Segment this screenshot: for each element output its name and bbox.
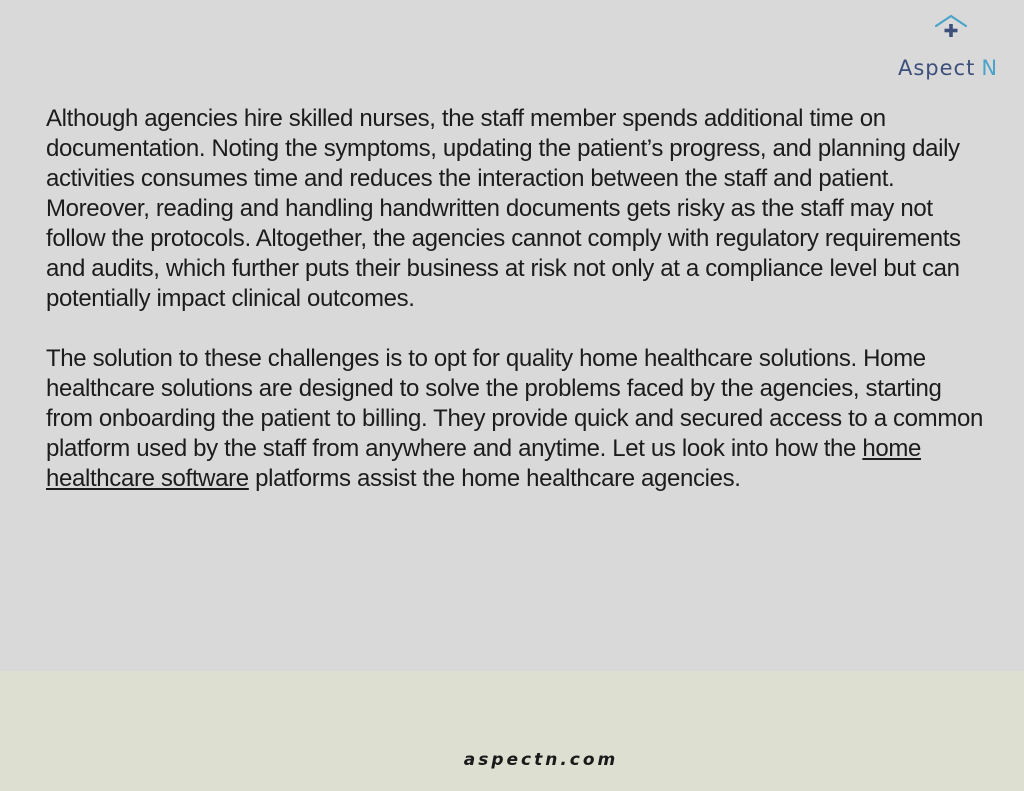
logo-brand-accent: N (981, 56, 999, 80)
house-cross-icon (934, 14, 968, 40)
article-body (46, 104, 986, 494)
paragraph-solution-text: The solution to these challenges is to opt for quality home healthcare solutions. Home healthcare solutions are designed to solve the problems faced by the agencies, starting from onboarding the patient to billing. They provide quick and secured access to a common platform used by the staff from anywhere and anytime. Let us look into how the (46, 345, 983, 462)
logo-brand: Aspect (898, 56, 976, 80)
footer-band (0, 671, 1024, 791)
logo-wordmark (898, 58, 998, 79)
paragraph-solution-tail: platforms assist the home healthcare agencies. (248, 465, 741, 492)
aspectn-logo[interactable] (896, 14, 1012, 80)
paragraph-documentation: Although agencies hire skilled nurses, the staff member spends additional time on documentation. Noting the symptoms, updating the patient’s progress, and planning daily activities consumes time and reduces the interaction between the staff and patient. Moreover, reading and handling handwritten documents gets risky as the staff may not follow the protocols. Altogether, the agencies cannot comply with regulatory requirements and audits, which further puts their business at risk not only at a compliance level but can potentially impact clinical outcomes. (46, 105, 961, 312)
paragraph-solution (46, 344, 986, 494)
home-healthcare-software-link[interactable]: home healthcare software (46, 435, 922, 492)
footer-site-url[interactable]: aspectn.com (463, 750, 619, 770)
